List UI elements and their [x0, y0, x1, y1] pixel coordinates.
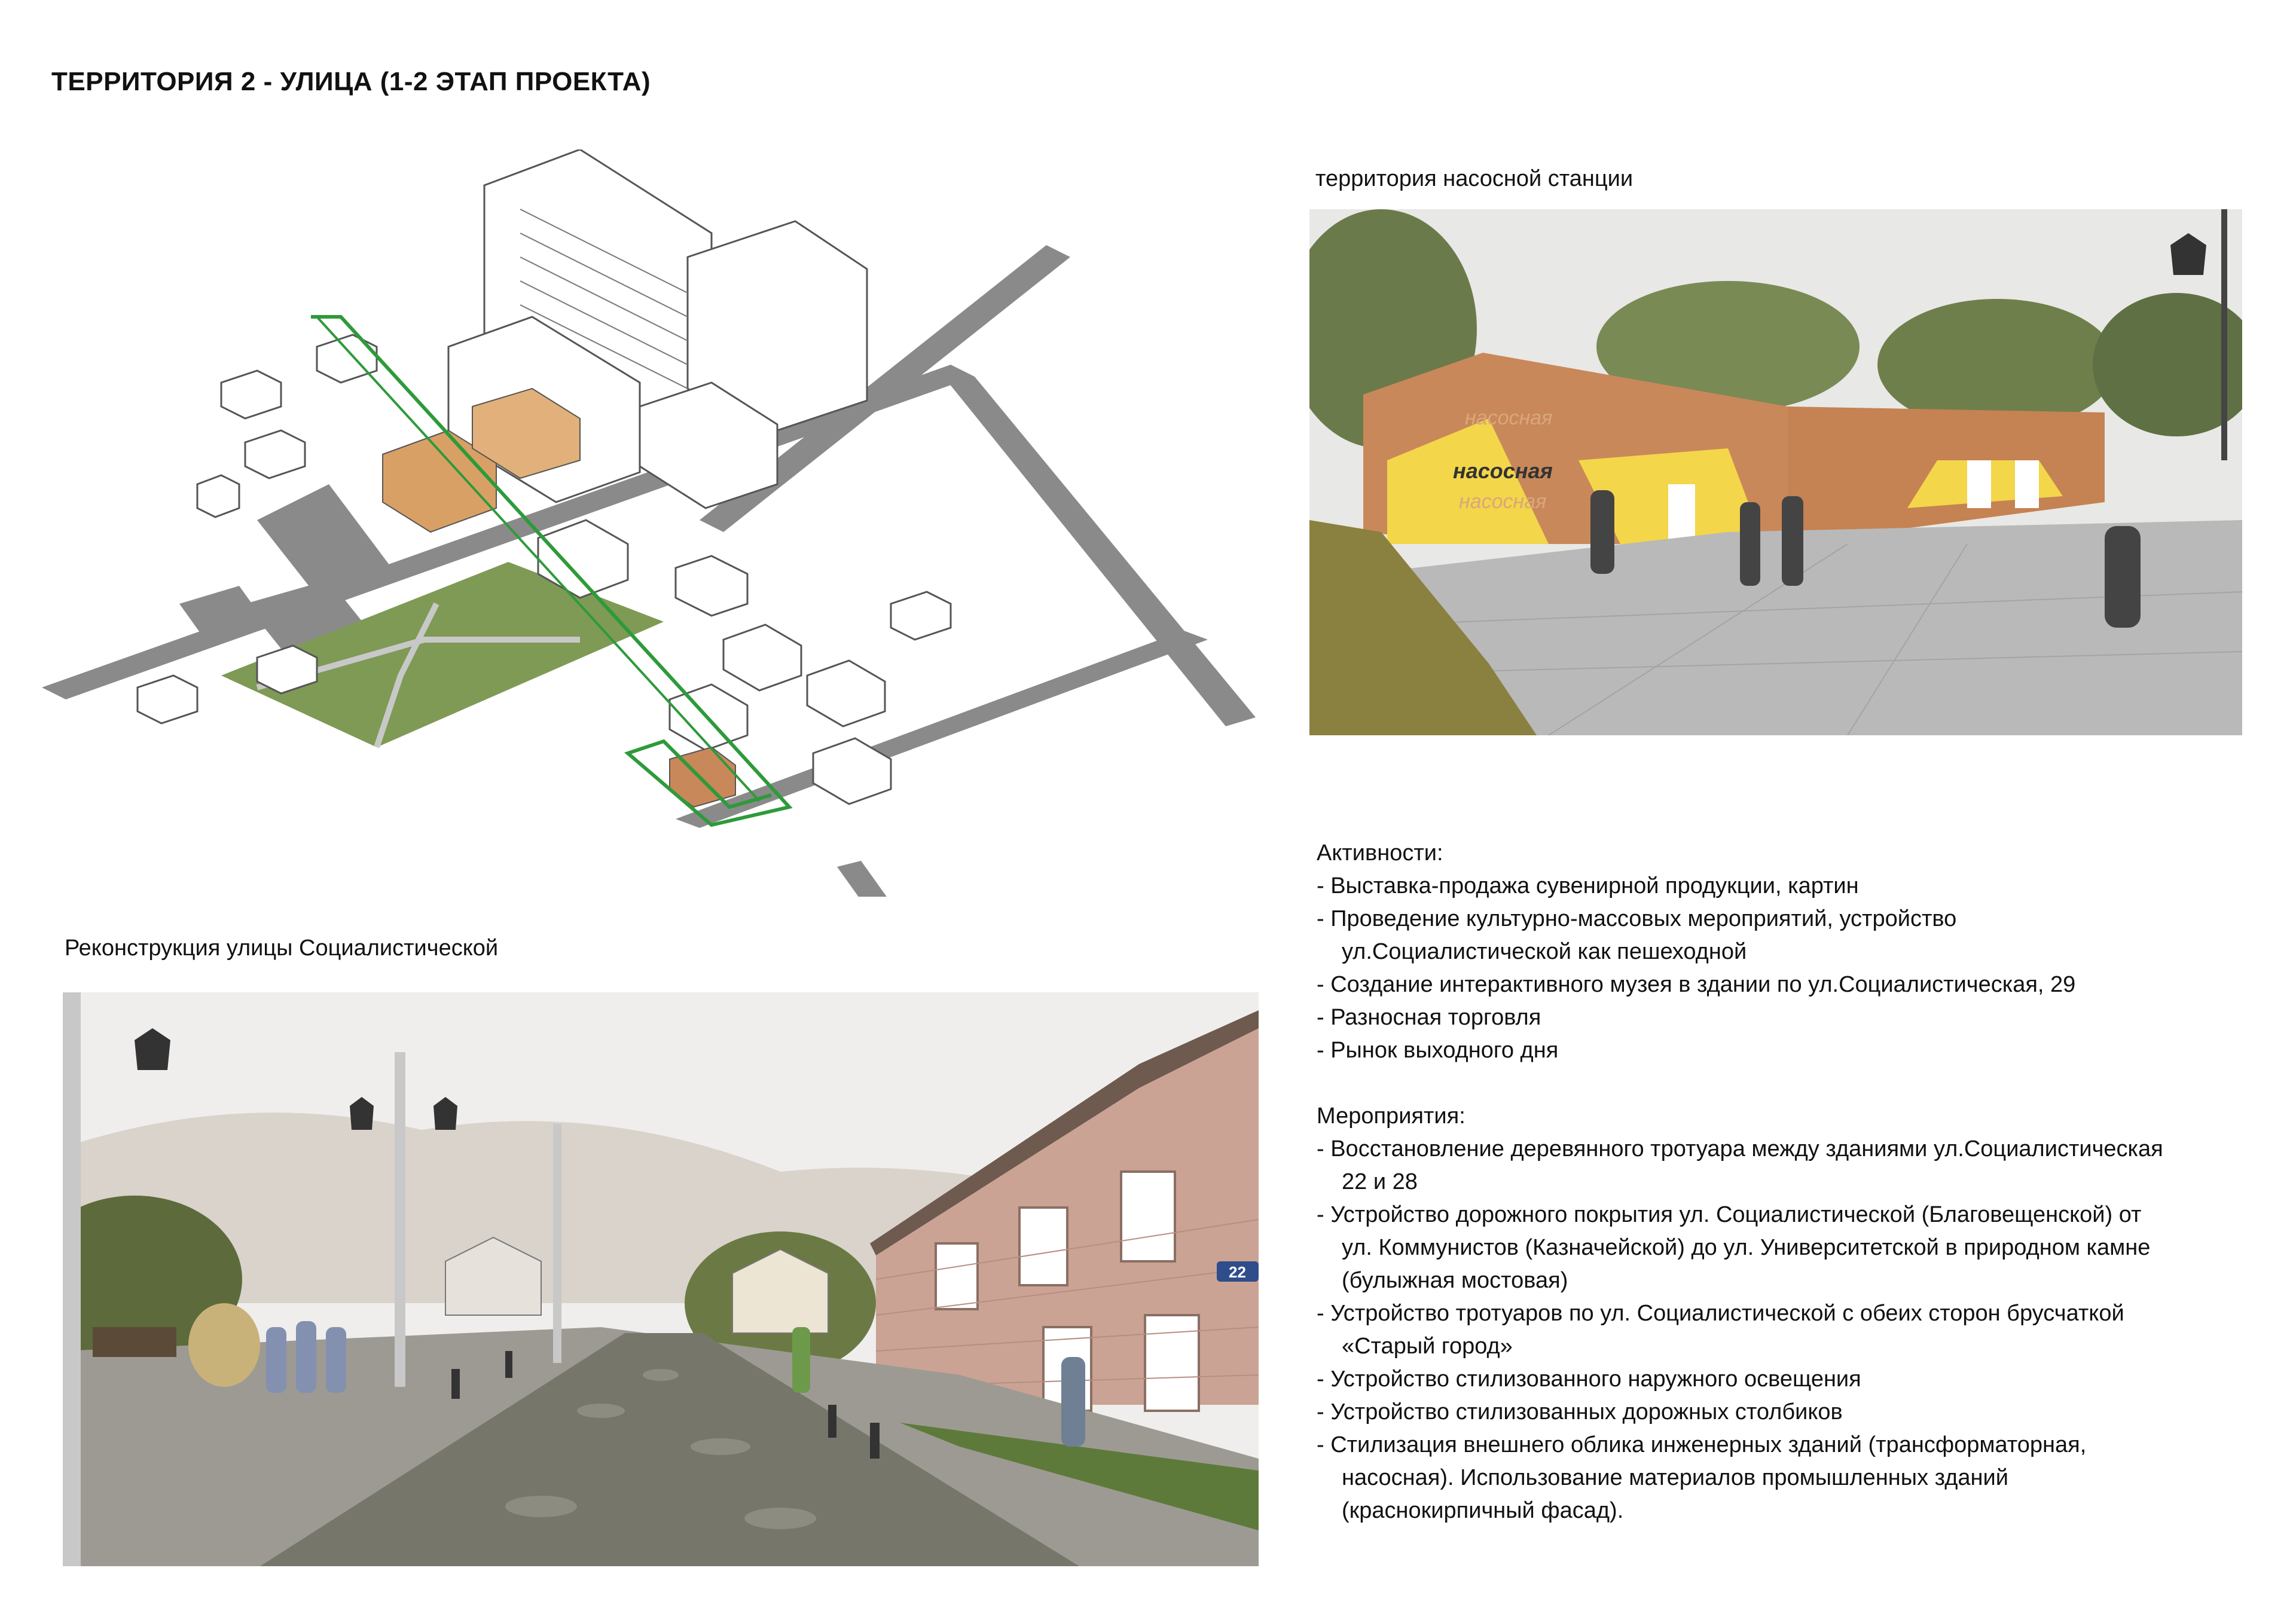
event-item-continuation: ул. Коммунистов (Казначейской) до ул. Университетской в природном камне [1342, 1235, 2151, 1260]
event-item: - Стилизация внешнего облика инженерных зданий (трансформаторная, [1317, 1432, 2087, 1457]
event-item-continuation: 22 и 28 [1342, 1169, 1418, 1194]
event-item-continuation: насосная). Использование материалов промышленных зданий [1342, 1465, 2008, 1490]
pump-station-caption: территория насосной станции [1315, 166, 1634, 191]
street-render [63, 992, 1259, 1566]
activity-item: - Создание интерактивного музея в здании по ул.Социалистическая, 29 [1317, 972, 2076, 997]
event-item: - Устройство дорожного покрытия ул. Социалистической (Благовещенской) от [1317, 1202, 2142, 1227]
event-item-continuation: «Старый город» [1342, 1334, 1513, 1359]
street-caption: Реконструкция улицы Социалистической [65, 936, 499, 961]
event-item: - Восстановление деревянного тротуара между зданиями ул.Социалистическая [1317, 1136, 2163, 1162]
activity-item: - Выставка-продажа сувенирной продукции, картин [1317, 873, 1859, 898]
svg-text:насосная: насосная [1465, 406, 1553, 429]
event-item-continuation: (краснокирпичный фасад). [1342, 1498, 1624, 1523]
wall-label: насосная [1459, 490, 1547, 513]
event-item-continuation: (булыжная мостовая) [1342, 1268, 1568, 1293]
event-item: - Устройство стилизованного наружного освещения [1317, 1367, 1861, 1392]
activity-item-continuation: ул.Социалистической как пешеходной [1342, 939, 1747, 964]
activity-item: - Рынок выходного дня [1317, 1038, 1559, 1063]
page-title: ТЕРРИТОРИЯ 2 - УЛИЦА (1-2 ЭТАП ПРОЕКТА) [51, 67, 651, 96]
house-number-sign: 22 [1229, 1263, 1246, 1281]
activities-block [1317, 837, 2273, 1527]
wall-label-bold: насосная [1453, 459, 1553, 483]
activity-item: - Разносная торговля [1317, 1005, 1541, 1030]
activities-heading: Активности: [1317, 840, 1443, 866]
event-item: - Устройство стилизованных дорожных столбиков [1317, 1399, 1843, 1425]
pump-station-render [1309, 209, 2242, 735]
axonometric-plan [42, 149, 1292, 897]
events-heading: Мероприятия: [1317, 1104, 1465, 1129]
event-item: - Устройство тротуаров по ул. Социалистической с обеих сторон брусчаткой [1317, 1301, 2124, 1326]
activity-item: - Проведение культурно-массовых мероприятий, устройство [1317, 906, 1957, 931]
